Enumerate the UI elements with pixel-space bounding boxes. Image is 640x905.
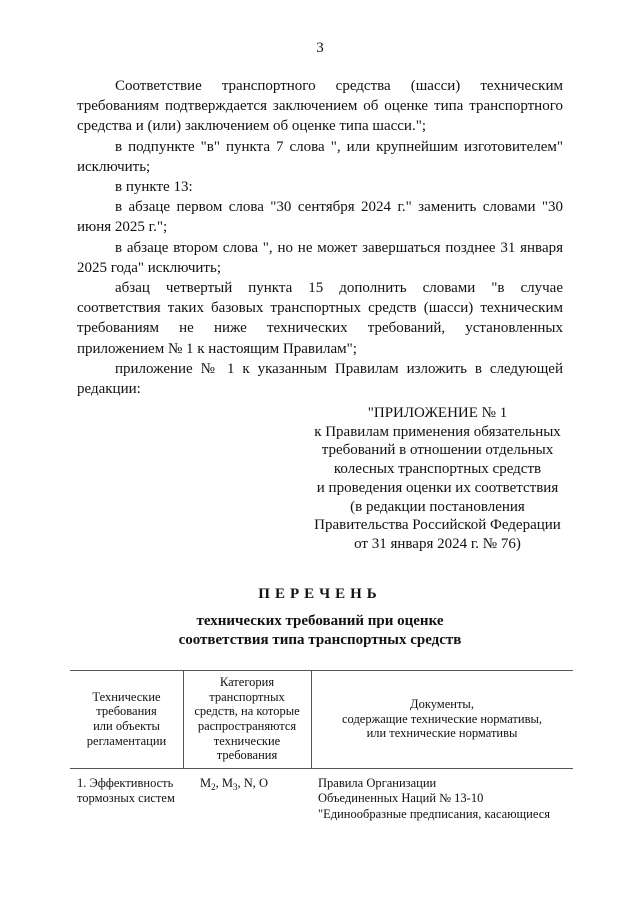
table-header-categories: [183, 670, 311, 768]
appendix-line: Правительства Российской Федерации: [314, 517, 561, 534]
table-header-requirements: [70, 670, 183, 768]
paragraph: Соответствие транспортного средства (шасси) техническим требованиям подтверждается заключением об оценке типа транспортного средства и (или) заключением об оценке типа шасси.";: [77, 78, 563, 135]
paragraph: приложение № 1 к указанным Правилам изложить в следующей редакции:: [77, 360, 563, 398]
table-cell-documents: Правила Организации Объединенных Наций № 13-10 "Единообразные предписания, касающиеся: [318, 776, 551, 821]
category-code: $M_2$,: [200, 776, 222, 792]
table-header-documents: [311, 670, 573, 768]
appendix-line: и проведения оценки их соответствия: [316, 479, 559, 496]
appendix-line: (в редакции постановления: [350, 498, 525, 515]
list-subtitle-line: соответствия типа транспортных средств: [178, 632, 462, 648]
appendix-heading: [300, 404, 575, 554]
appendix-line: к Правилам применения обязательных: [314, 423, 561, 440]
body-text: [77, 76, 563, 399]
paragraph: в абзаце втором слова ", но не может завершаться позднее 31 января 2025 года" исключить;: [77, 239, 563, 276]
table-cell-requirement: 1. Эффективность тормозных систем: [77, 776, 175, 806]
paragraph: в пункте 13:: [115, 179, 193, 196]
appendix-line: требований в отношении отдельных: [321, 442, 554, 459]
category-code: O: [259, 776, 269, 790]
list-subtitle-line: технических требований при оценке: [196, 613, 444, 629]
appendix-line: от 31 января 2024 г. № 76): [354, 535, 521, 552]
header-text: Технические требования или объекты регламентации: [86, 689, 167, 748]
header-text: Категория транспортных средств, на которые распространяются технические требования: [194, 675, 300, 763]
category-code: $M_3$,: [221, 776, 244, 792]
category-code: N,: [243, 776, 260, 790]
appendix-line: "ПРИЛОЖЕНИЕ № 1: [367, 405, 508, 421]
paragraph: абзац четвертый пункта 15 дополнить словами "в случае соответствия таких базовых транспортных средств (шасси) техническим требованиям не ниже технических требований, установленных приложением № 1 к настоящим Правилам";: [77, 280, 563, 357]
header-text: Документы, содержащие технические нормативы, или технические нормативы: [342, 697, 542, 741]
page-number: 3: [316, 40, 324, 56]
list-subtitle: [0, 612, 640, 650]
appendix-line: колесных транспортных средств: [333, 461, 542, 478]
list-title: ПЕРЕЧЕНЬ: [258, 586, 382, 602]
paragraph: в подпункте "в" пункта 7 слова ", или крупнейшим изготовителем" исключить;: [77, 138, 563, 175]
table-cell-categories: [200, 776, 308, 791]
paragraph: в абзаце первом слова "30 сентября 2024 г." заменить словами "30 июня 2025 г.";: [77, 199, 563, 236]
table-header-rule: [70, 768, 573, 769]
